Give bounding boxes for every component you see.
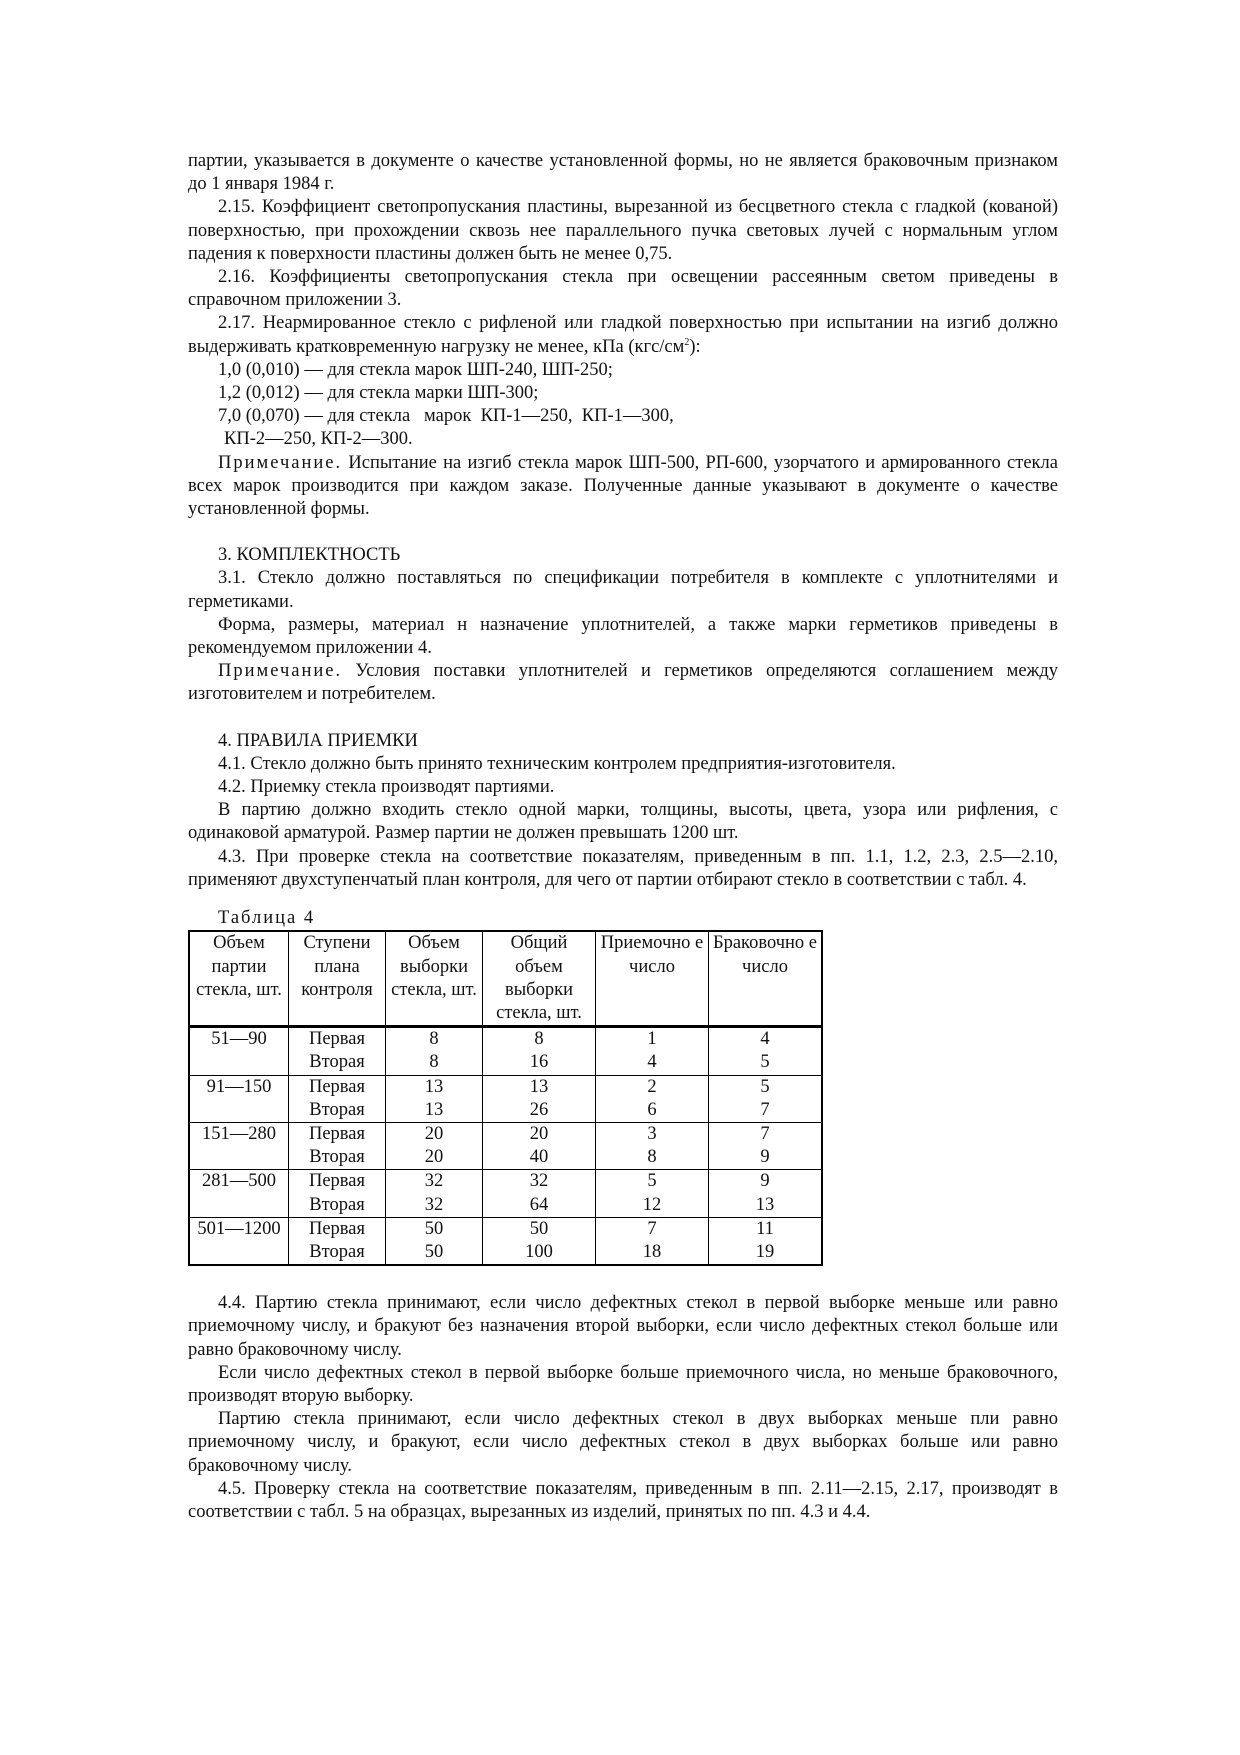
cell-total: 26 [483, 1099, 596, 1123]
note-bend-test [188, 452, 1058, 522]
note-label: Примечание. [218, 452, 343, 473]
cell-total: 32 [483, 1170, 596, 1194]
cell-stage: Первая [289, 1027, 386, 1052]
paragraph-2-16: 2.16. Коэффициенты светопропускания стекла при освещении рассеянным светом приведены в справочном приложении 3. [188, 267, 1058, 311]
cell-stage: Первая [289, 1217, 386, 1241]
cell-reject: 5 [709, 1051, 823, 1075]
cell-accept: 1 [596, 1027, 709, 1052]
cell-stage: Вторая [289, 1194, 386, 1218]
cell-accept: 5 [596, 1170, 709, 1194]
section-3-heading: 3. КОМПЛЕКТНОСТЬ [218, 545, 401, 566]
superscript-2: 2 [684, 336, 690, 348]
note-text: Испытание на изгиб стекла марок ШП-500, РП-600, узорчатого и армированного стекла всех марок производится при каждом заказе. Полученные данные указывают в документе о качестве установленной формы. [188, 452, 1058, 520]
cell-total: 100 [483, 1241, 596, 1265]
paragraph-second-sample: Если число дефектных стекол в первой выборке больше приемочного числа, но меньше браковочного, производят вторую выборку. [188, 1362, 1058, 1406]
cell-accept: 2 [596, 1075, 709, 1099]
cell-sample: 20 [386, 1146, 483, 1170]
cell-sample: 50 [386, 1241, 483, 1265]
table-row [189, 1075, 822, 1099]
cell-sample: 8 [386, 1027, 483, 1052]
table-body [189, 1027, 822, 1266]
cell-accept: 8 [596, 1146, 709, 1170]
paragraph-2-17-text: 2.17. Неармированное стекло с рифленой или гладкой поверхностью при испытании на изгиб должно выдерживать кратковременную нагрузку не менее, кПа (кгс/см [188, 313, 1058, 357]
table-caption: Таблица 4 [218, 908, 316, 929]
header-rejection-number: Браковочно е число [709, 931, 823, 1026]
paragraph-2-15: 2.15. Коэффициент светопропускания пластины, вырезанной из бесцветного стекла с гладкой (кованой) поверхностью, при прохождении сквозь нее параллельного пучка световых лучей с нормальным углом падения к поверхности пластины должен быть не менее 0,75. [188, 197, 1058, 264]
header-acceptance-number: Приемочно е число [596, 931, 709, 1026]
cell-stage: Вторая [289, 1146, 386, 1170]
cell-reject: 4 [709, 1027, 823, 1052]
cell-total: 8 [483, 1027, 596, 1052]
paragraph-2-17 [188, 312, 1058, 358]
cell-reject: 11 [709, 1217, 823, 1241]
cell-reject: 7 [709, 1122, 823, 1146]
cell-stage: Первая [289, 1075, 386, 1099]
note-text: Условия поставки уплотнителей и герметиков определяются соглашением между изготовителем и потребителем. [188, 661, 1058, 705]
load-item: 1,0 (0,010) — для стекла марок ШП-240, ШП-250; [218, 359, 613, 380]
table-row [189, 1170, 822, 1194]
paragraph-3-form: Форма, размеры, материал н назначение уплотнителей, а также марки герметиков приведены в рекомендуемом приложении 4. [188, 614, 1058, 659]
cell-accept: 6 [596, 1099, 709, 1123]
cell-total: 50 [483, 1217, 596, 1241]
header-total-sample: Общий объем выборки стекла, шт. [483, 931, 596, 1026]
header-stage: Ступени плана контроля [289, 931, 386, 1026]
cell-total: 64 [483, 1194, 596, 1218]
cell-total: 16 [483, 1051, 596, 1075]
cell-accept: 4 [596, 1051, 709, 1075]
cell-reject: 9 [709, 1170, 823, 1194]
cell-accept: 12 [596, 1194, 709, 1218]
cell-sample: 32 [386, 1170, 483, 1194]
table-row [189, 1217, 822, 1241]
load-item: КП-2—250, КП-2—300. [224, 429, 413, 450]
cell-lot: 91—150 [189, 1075, 289, 1122]
cell-stage: Первая [289, 1122, 386, 1146]
paragraph-4-2: 4.2. Приемку стекла производят партиями. [218, 777, 555, 798]
paragraph-3-1: 3.1. Стекло должно поставляться по спецификации потребителя в комплекте с уплотнителями и герметиками. [188, 568, 1058, 612]
table-row [189, 1122, 822, 1146]
cell-lot: 51—90 [189, 1027, 289, 1075]
paragraph-4-2-lot: В партию должно входить стекло одной марки, толщины, высоты, цвета, узора или рифления, с одинаковой арматурой. Размер партии не должен превышать 1200 шт. [188, 800, 1058, 844]
paragraph-continuation: партии, указывается в документе о качестве установленной формы, но не является браковочным признаком до 1 января 1984 г. [188, 151, 1058, 195]
cell-sample: 8 [386, 1051, 483, 1075]
load-item: 7,0 (0,070) — для стекла марок КП-1—250, КП-1—300, [218, 406, 674, 427]
header-sample-size: Объем выборки стекла, шт. [386, 931, 483, 1026]
cell-reject: 7 [709, 1099, 823, 1123]
spacer [188, 707, 1058, 730]
header-lot-size: Объем партии стекла, шт. [189, 931, 289, 1026]
spacer [188, 521, 1058, 544]
paragraph-4-5: 4.5. Проверку стекла на соответствие показателям, приведенным в пп. 2.11—2.15, 2.17, производят в соответствии с табл. 5 на образцах, вырезанных из изделий, принятых по пп. 4.3 и 4.4. [188, 1478, 1058, 1522]
section-4-heading: 4. ПРАВИЛА ПРИЕМКИ [218, 730, 418, 751]
note-supply [188, 660, 1058, 706]
cell-reject: 9 [709, 1146, 823, 1170]
cell-sample: 13 [386, 1099, 483, 1123]
table-header-row [189, 931, 822, 1026]
cell-total: 40 [483, 1146, 596, 1170]
cell-sample: 32 [386, 1194, 483, 1218]
cell-total: 13 [483, 1075, 596, 1099]
load-item: 1,2 (0,012) — для стекла марки ШП-300; [218, 383, 539, 404]
paragraph-2-17-tail: ): [689, 336, 701, 357]
cell-lot: 151—280 [189, 1122, 289, 1169]
note-label: Примечание. [218, 661, 343, 682]
cell-stage: Вторая [289, 1099, 386, 1123]
paragraph-4-4: 4.4. Партию стекла принимают, если число дефектных стекол в первой выборке меньше или равно приемочному числу, и бракуют без назначения второй выборки, если число дефектных стекол больше или равно браковочному числу. [188, 1293, 1058, 1360]
sampling-table [188, 930, 823, 1266]
cell-reject: 13 [709, 1194, 823, 1218]
paragraph-4-1: 4.1. Стекло должно быть принято техническим контролем предприятия-изготовителя. [218, 753, 896, 774]
cell-accept: 18 [596, 1241, 709, 1265]
cell-lot: 501—1200 [189, 1217, 289, 1265]
paragraph-acceptance: Партию стекла принимают, если число дефектных стекол в двух выборках меньше пли равно приемочному числу, и бракуют, если число дефектных стекол в двух выборках больше или равно браковочному числу. [188, 1409, 1058, 1476]
cell-sample: 20 [386, 1122, 483, 1146]
cell-reject: 5 [709, 1075, 823, 1099]
paragraph-4-3: 4.3. При проверке стекла на соответствие показателям, приведенным в пп. 1.1, 1.2, 2.3, 2.5—2.10, применяют двухступенчатый план контроля, для чего от партии отбирают стекло в соответствии с табл. 4. [188, 846, 1058, 890]
cell-lot: 281—500 [189, 1170, 289, 1217]
cell-reject: 19 [709, 1241, 823, 1265]
table-row [189, 1027, 822, 1052]
cell-stage: Первая [289, 1170, 386, 1194]
document-page [188, 150, 1058, 1524]
cell-sample: 50 [386, 1217, 483, 1241]
cell-stage: Вторая [289, 1051, 386, 1075]
cell-accept: 3 [596, 1122, 709, 1146]
cell-stage: Вторая [289, 1241, 386, 1265]
cell-accept: 7 [596, 1217, 709, 1241]
cell-sample: 13 [386, 1075, 483, 1099]
cell-total: 20 [483, 1122, 596, 1146]
